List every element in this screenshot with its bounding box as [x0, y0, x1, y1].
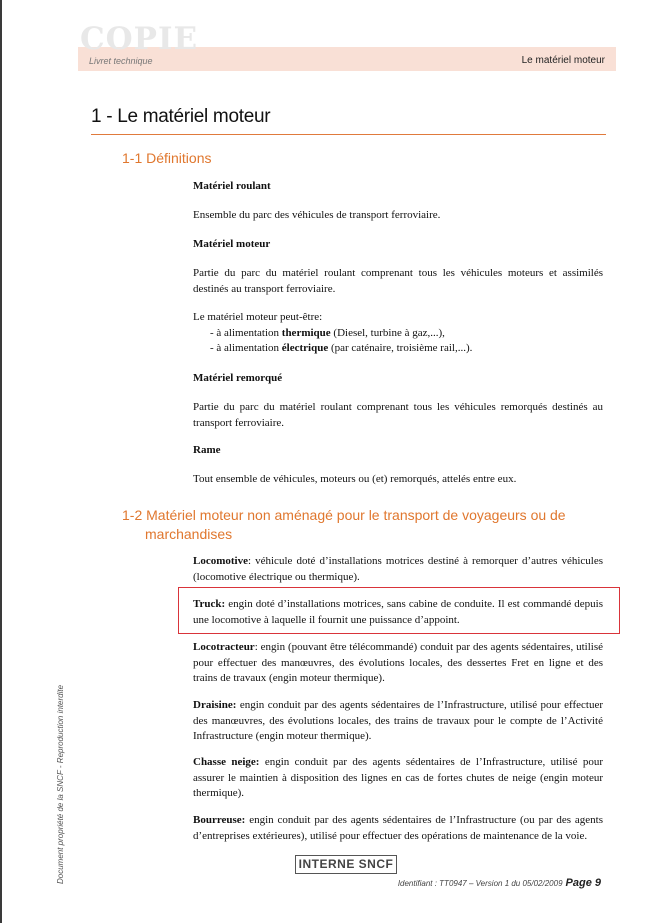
term-rame: Rame	[193, 444, 221, 456]
bullet-keyword: thermique	[281, 326, 331, 339]
entry-draisine	[193, 698, 603, 745]
entry-definition: engin conduit par des agents sédentaires de l’Infrastructure (ou par des agents d’entreprises extérieures), utilisé pour effectuer des opérations de maintenance de la voie.	[193, 814, 603, 842]
bullet-suffix: (Diesel, turbine à gaz,...),	[330, 326, 445, 339]
term-materiel-moteur: Matériel moteur	[193, 238, 271, 250]
entry-term: Truck:	[193, 598, 226, 610]
entry-term: Bourreuse:	[193, 814, 246, 826]
header-left-label: Livret technique	[89, 56, 153, 66]
footer-identifier	[398, 877, 601, 889]
entry-term: Chasse neige:	[193, 756, 260, 768]
heading-line-2: marchandises	[145, 526, 233, 542]
entry-locomotive	[193, 554, 603, 585]
term-materiel-roulant: Matériel roulant	[193, 180, 271, 192]
sidebar-copyright-notice: Document propriété de la SNCF - Reproduction interdite	[56, 684, 65, 884]
entry-locotracteur	[193, 640, 603, 687]
interne-sncf-stamp: INTERNE SNCF	[295, 855, 397, 874]
page-left-border	[0, 0, 2, 923]
entry-definition: : véhicule doté d’installations motrices destiné à remorquer d’autres véhicules (locomotive électrique ou thermique).	[193, 555, 603, 583]
def-rame: Tout ensemble de véhicules, moteurs ou (et) remorqués, attelés entre eux.	[193, 473, 517, 485]
term-materiel-remorque: Matériel remorqué	[193, 372, 283, 384]
entry-definition: engin conduit par des agents sédentaires de l’Infrastructure, utilisé pour effectuer des manœuvres, des évolutions locales, des trains de travaux pour le compte de l’Activité Infrastructure (engin moteur thermique).	[193, 699, 603, 742]
page-number: Page 9	[565, 877, 601, 889]
header-right-label: Le matériel moteur	[521, 55, 605, 66]
def-materiel-roulant: Ensemble du parc des véhicules de transport ferroviaire.	[193, 209, 441, 221]
motor-types-list	[193, 310, 603, 357]
def-materiel-remorque: Partie du parc du matériel roulant comprenant tous les véhicules remorqués destinés au transport ferroviaire.	[193, 401, 603, 429]
entry-definition: engin doté d’installations motrices, sans cabine de conduite. Il est commandé depuis une locomotive à laquelle il fournit une puissance d’appoint.	[193, 598, 603, 626]
entry-definition: : engin (pouvant être télécommandé) conduit par des agents sédentaires, utilisé pour effectuer des manœuvres, des évolutions locales, des dessertes Fret en ligne et des trains de travaux (engin moteur thermique).	[193, 641, 603, 684]
entry-term: Locotracteur	[193, 641, 255, 653]
bullet-prefix: - à alimentation	[210, 342, 282, 354]
heading-line-1: 1-2 Matériel moteur non aménagé pour le transport de voyageurs ou de	[122, 507, 566, 523]
bullet-prefix: - à alimentation	[210, 326, 282, 339]
motor-types-intro: Le matériel moteur peut-être:	[193, 311, 323, 323]
bullet-electrique	[193, 341, 603, 357]
entry-term: Locomotive	[193, 555, 248, 567]
title-divider	[91, 134, 606, 135]
entry-term: Draisine:	[193, 699, 237, 711]
bullet-thermique	[193, 326, 603, 342]
entry-bourreuse	[193, 813, 603, 844]
entry-definition: engin conduit par des agents sédentaires de l’Infrastructure, utilisé pour assurer le maintien à disposition des lignes en cas de fortes chutes de neige (engin moteur thermique).	[193, 756, 604, 799]
def-materiel-moteur: Partie du parc du matériel roulant comprenant tous les véhicules moteurs et assimilés destinés au transport ferroviaire.	[193, 267, 603, 295]
entry-truck	[193, 597, 603, 628]
bullet-suffix: (par caténaire, troisième rail,...).	[328, 342, 473, 354]
section-heading-definitions: 1-1 Définitions	[122, 150, 212, 166]
entry-chasse-neige	[193, 755, 603, 802]
page-title: 1 - Le matériel moteur	[91, 106, 271, 127]
bullet-keyword: électrique	[281, 342, 329, 354]
document-identifier: Identifiant : TT0947 – Version 1 du 05/02/2009	[397, 879, 563, 888]
copie-watermark: COPIE	[80, 21, 199, 57]
section-heading-materiel-non-amenage	[122, 506, 592, 544]
